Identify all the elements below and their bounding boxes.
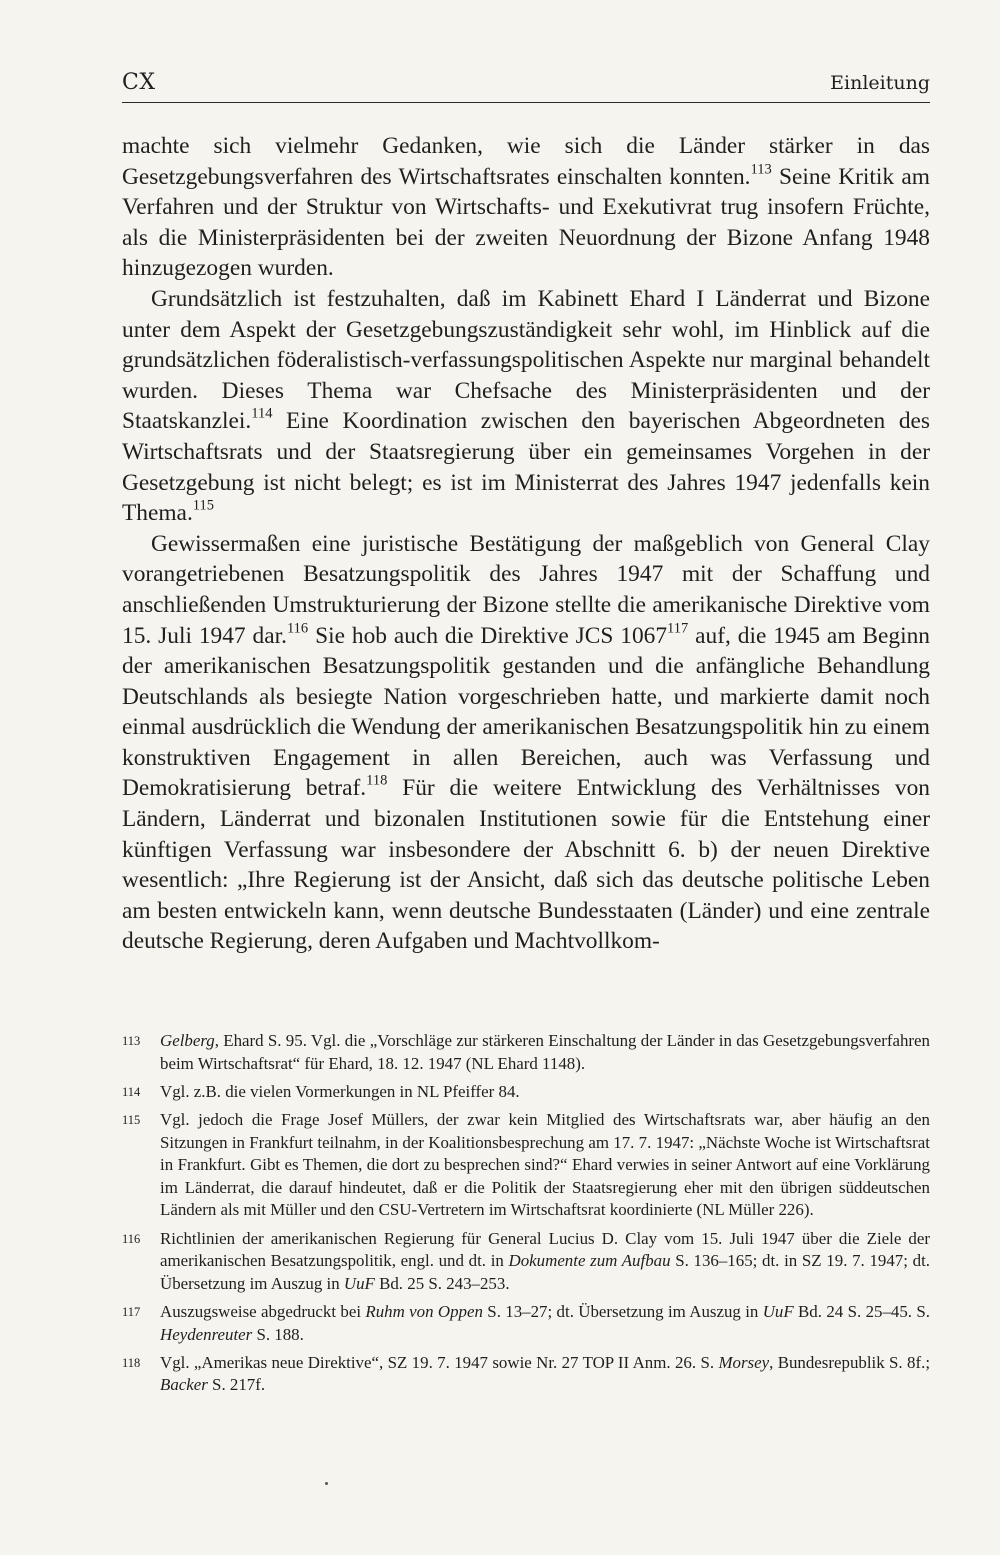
text-span: , Ehard S. 95. Vgl. die „Vorschläge zur stärkeren Einschaltung der Länder in das Gesetzgebungsverfahren beim Wirtschaftsrat“ für Ehard, 18. 12. 1947 (NL Ehard 1148). — [160, 1031, 930, 1073]
footnote-text — [160, 1301, 930, 1346]
text-span: Richtlinien der amerikanischen Regierung für General Lucius D. Clay vom 15. Juli 1947 über die Ziele der amerikanischen Besatzungspolitik, engl. und dt. in — [160, 1228, 930, 1271]
main-text — [122, 131, 930, 957]
text-span: Gewissermaßen eine juristische Bestätigung der maßgeblich von General Clay vorangetriebenen Besatzungspolitik des Jahres 1947 mit der Schaffung und anschließenden Umstrukturierung der Bizone stellte die amerikanische Direktive vom 15. Juli 1947 dar. — [122, 530, 930, 649]
footnote-number: 115 — [122, 1112, 141, 1127]
footnote — [122, 1081, 930, 1104]
text-span: Vgl. „Amerikas neue Direktive“, SZ 19. 7. 1947 sowie Nr. 27 TOP II Anm. 26. S. — [160, 1352, 719, 1372]
text-span: , Bundesrepublik S. 8f.; — [769, 1352, 931, 1372]
footnote — [122, 1228, 930, 1296]
footnote — [122, 1301, 930, 1346]
italic-span: Morsey — [718, 1352, 770, 1372]
italic-span: Backer — [160, 1375, 208, 1395]
footnote-ref: 118 — [366, 773, 388, 790]
italic-span: Ruhm von Oppen — [365, 1301, 483, 1321]
text-span: Grundsätzlich ist festzuhalten, daß im Kabinett Ehard I Länderrat und Bizone unter dem Aspekt der Gesetzgebungszuständigkeit sehr wohl, im Hinblick auf die grundsätzlichen föderalistisch-verfassungspolitischen Aspekte nur marginal behandelt wurden. Dieses Thema war Chefsache des Ministerpräsidenten und der Staatskanzlei. — [122, 285, 930, 435]
paragraph — [122, 131, 930, 284]
footnote-ref: 114 — [251, 405, 273, 422]
text-span: S. 217f. — [207, 1375, 266, 1395]
footnote-ref: 115 — [192, 497, 215, 514]
footnote-number: 113 — [122, 1034, 141, 1048]
italic-span: Dokumente zum Aufbau — [508, 1251, 671, 1271]
text-span: Seine Kritik am Verfahren und der Struktur von Wirtschafts- und Exekutivrat trug insofern Früchte, als die Ministerpräsidenten bei der zweiten Neuordnung der Bizone Anfang 1948 hinzugezogen wurden. — [122, 163, 930, 282]
text-span: Bd. 24 S. 25–45. S. — [793, 1301, 930, 1321]
running-title: Einleitung — [830, 72, 930, 94]
text-span: S. 13–27; dt. Übersetzung im Auszug in — [482, 1301, 763, 1321]
footnote-text — [160, 1081, 930, 1104]
text-span: Vgl. jedoch die Frage Josef Müllers, der zwar kein Mitglied des Wirtschaftsrats war, aber häufig an den Sitzungen in Frankfurt teilnahm, in der Koalitionsbesprechung am 17. 7. 1947: „Nächste Woche ist Wirtschaftsrat in Frankfurt. Gibt es Themen, die dort zu besprechen sind?“ Ehard verwies in seiner Antwort auf eine Vorklärung im Länderrat, die darauf hindeutet, daß er die Politik der Staatsregierung eher mit den übrigen süddeutschen Ländern als mit Müller und den CSU-Vertretern im Wirtschaftsrat koordinierte (NL Müller 226). — [160, 1109, 930, 1220]
footnote-text — [160, 1030, 930, 1075]
footnote-text — [160, 1228, 930, 1296]
text-span: machte sich vielmehr Gedanken, wie sich die Länder stärker in das Gesetzgebungsverfahren des Wirtschaftsrates einschalten konnten. — [122, 133, 930, 190]
footnote-ref: 116 — [286, 620, 309, 637]
text-span: Auszugsweise abgedruckt bei — [160, 1301, 366, 1321]
footnote — [122, 1109, 930, 1222]
footnotes — [122, 1030, 930, 1402]
text-span: S. 136–165; dt. in SZ 19. 7. 1947; dt. Übersetzung im Auszug in — [160, 1251, 930, 1293]
footnote-text — [160, 1109, 930, 1222]
footnote-number: 114 — [122, 1084, 141, 1099]
paragraph — [122, 529, 930, 957]
text-span: auf, die 1945 am Beginn der amerikanischen Besatzungspolitik gestanden und die anfängliche Behandlung Deutschlands als besiegte Nation vorgeschrieben hatte, und markierte damit noch einmal ausdrücklich die Wendung der amerikanischen Besatzungspolitik hin zu einem konstruktiven Engagement in allen Bereichen, auch was Verfassung und Demokratisierung betraf. — [122, 622, 930, 802]
text-span: Eine Koordination zwischen den bayerischen Abgeordneten des Wirtschaftsrats und der Staatsregierung über ein gemeinsames Vorgehen in der Gesetzgebung ist nicht belegt; es ist im Ministerrat des Jahres 1947 jedenfalls kein Thema. — [122, 408, 930, 527]
italic-span: UuF — [762, 1301, 794, 1321]
footnote-text — [160, 1352, 930, 1397]
text-span: Bd. 25 S. 243–253. — [374, 1273, 510, 1293]
text-span: Sie hob auch die Direktive JCS 1067 — [308, 622, 668, 649]
footnote-ref: 117 — [667, 620, 689, 637]
footnote-number: 118 — [122, 1355, 141, 1370]
italic-span: Gelberg — [160, 1031, 215, 1050]
italic-span: UuF — [343, 1273, 375, 1293]
italic-span: Heydenreuter — [160, 1324, 253, 1344]
footnote-number: 117 — [122, 1304, 141, 1319]
footnote-ref: 113 — [750, 161, 772, 178]
page-number: CX — [122, 70, 156, 95]
text-span: Für die weitere Entwicklung des Verhältnisses von Ländern, Länderrat und bizonalen Institutionen sowie für die Entstehung einer künftigen Verfassung war insbesondere der Abschnitt 6. b) der neuen Direktive wesentlich: „Ihre Regierung ist der Ansicht, daß sich das deutsche politische Leben am besten entwickeln kann, wenn deutsche Bundesstaaten (Länder) und eine zentrale deutsche Regierung, deren Aufgaben und Machtvollkom- — [122, 775, 930, 955]
text-span: S. 188. — [252, 1324, 304, 1344]
footnote — [122, 1030, 930, 1075]
page-speck — [325, 1482, 328, 1485]
paragraph — [122, 284, 930, 529]
page-header — [122, 66, 930, 103]
footnote-number: 116 — [122, 1231, 141, 1246]
footnote — [122, 1352, 930, 1397]
text-span: Vgl. z.B. die vielen Vormerkungen in NL Pfeiffer 84. — [160, 1081, 520, 1101]
